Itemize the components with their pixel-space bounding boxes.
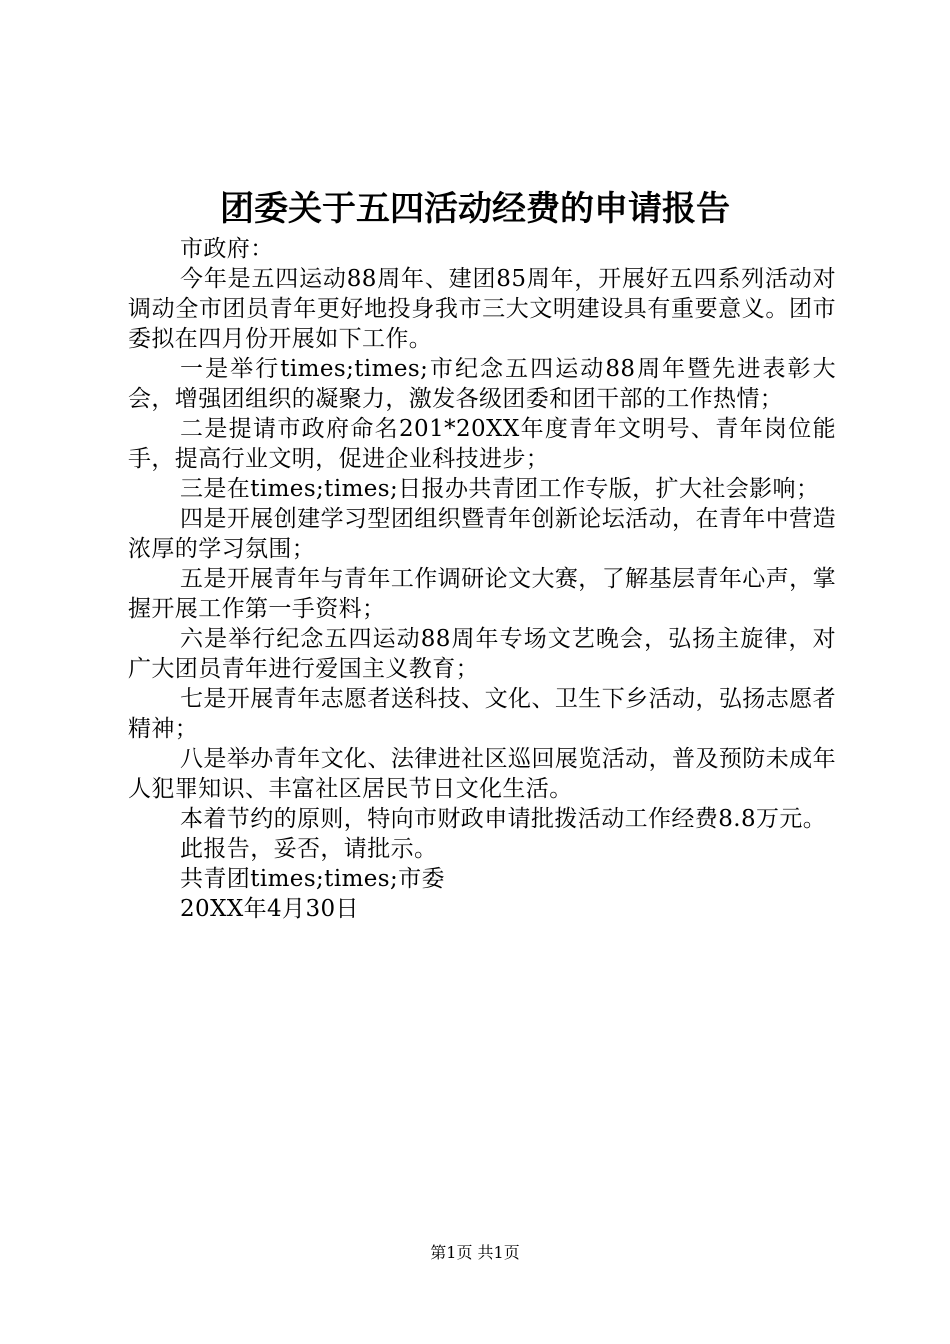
salutation: 市政府： — [180, 236, 274, 262]
paragraph-item-8: 八是举办青年文化、法律进社区巡回展览活动，普及预防未成年人犯罪知识、丰富社区居民节日文化生活。 — [128, 746, 836, 802]
paragraph-funding: 本着节约的原则，特向市财政申请批拨活动工作经费8.8万元。 — [180, 806, 827, 832]
paragraph-item-1: 一是举行times;times;市纪念五四运动88周年暨先进表彰大会，增强团组织的凝聚力，激发各级团委和团干部的工作热情； — [128, 356, 836, 412]
signature: 共青团times;times;市委 — [180, 866, 445, 892]
document-title: 团委关于五四活动经费的申请报告 — [220, 189, 730, 229]
paragraph-item-5: 五是开展青年与青年工作调研论文大赛，了解基层青年心声，掌握开展工作第一手资料； — [128, 566, 836, 622]
paragraph-intro: 今年是五四运动88周年、建团85周年，开展好五四系列活动对调动全市团员青年更好地投身我市三大文明建设具有重要意义。团市委拟在四月份开展如下工作。 — [128, 266, 836, 352]
closing-line: 此报告，妥否，请批示。 — [180, 836, 438, 862]
paragraph-item-7: 七是开展青年志愿者送科技、文化、卫生下乡活动，弘扬志愿者精神； — [128, 686, 836, 742]
document-body — [128, 234, 836, 924]
paragraph-item-4: 四是开展创建学习型团组织暨青年创新论坛活动，在青年中营造浓厚的学习氛围； — [128, 506, 836, 562]
page-footer: 第1页 共1页 — [430, 1243, 520, 1262]
paragraph-item-3: 三是在times;times;日报办共青团工作专版，扩大社会影响； — [180, 476, 820, 502]
date-line: 20XX年4月30日 — [180, 896, 359, 922]
paragraph-item-2: 二是提请市政府命名201*20XX年度青年文明号、青年岗位能手，提高行业文明，促进企业科技进步； — [128, 416, 836, 472]
paragraph-item-6: 六是举行纪念五四运动88周年专场文艺晚会，弘扬主旋律，对广大团员青年进行爱国主义教育； — [128, 626, 836, 682]
